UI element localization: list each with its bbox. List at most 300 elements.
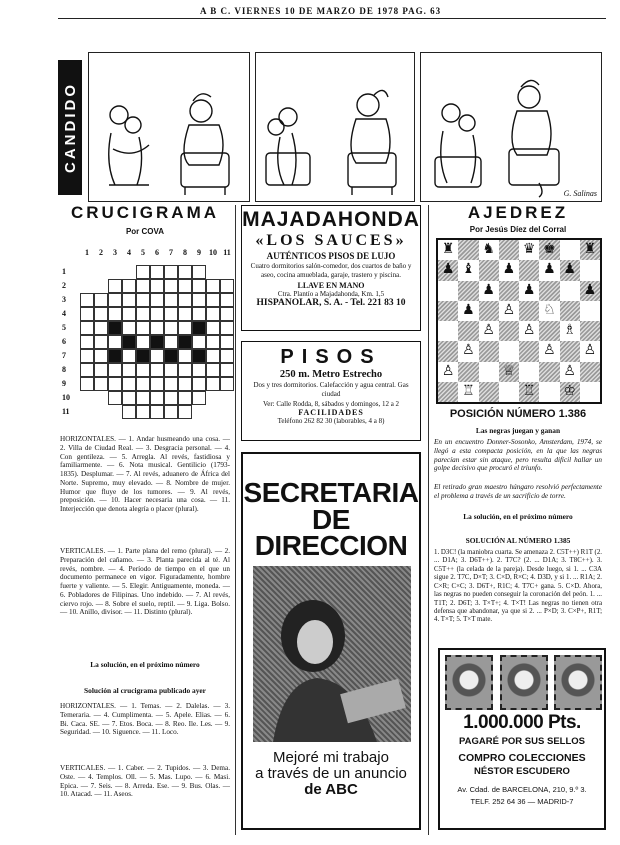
comic-panel-3 bbox=[420, 52, 602, 202]
chess-square bbox=[580, 260, 600, 280]
stamps-phone: TELF. 252 64 36 — MADRID-7 bbox=[470, 797, 574, 806]
crossword-cell bbox=[220, 391, 234, 405]
crossword-cell[interactable] bbox=[192, 265, 206, 279]
chess-problem-text: En un encuentro Donner-Sosonko, Amsterdam, 1974, se llegó a esta compacta posición, en la que las negras parecían estar sin ataque, pero resulta difícil hallar un golpe decisivo que procuró el triunfo. bbox=[434, 438, 602, 473]
crossword-cell[interactable] bbox=[192, 377, 206, 391]
crossword-cell[interactable] bbox=[164, 405, 178, 419]
chess-piece-icon: ♟ bbox=[583, 282, 597, 298]
comic-illustration-3 bbox=[421, 53, 600, 200]
chess-square bbox=[539, 301, 559, 321]
row-number: 2 bbox=[62, 281, 66, 290]
crossword-cell[interactable] bbox=[108, 279, 122, 293]
crossword-cell[interactable] bbox=[164, 265, 178, 279]
comic-signature: G. Salinas bbox=[563, 189, 597, 198]
crossword-cell[interactable] bbox=[164, 377, 178, 391]
chess-piece-icon: ♕ bbox=[502, 363, 516, 379]
col-number: 10 bbox=[209, 248, 217, 257]
chess-square bbox=[499, 341, 519, 361]
crossword-cell[interactable] bbox=[80, 349, 94, 363]
crossword-cell bbox=[206, 391, 220, 405]
chess-square bbox=[560, 321, 580, 341]
crossword-cell bbox=[94, 405, 108, 419]
crossword-cell[interactable] bbox=[206, 377, 220, 391]
chess-piece-icon: ♟ bbox=[441, 262, 455, 278]
crossword-cell[interactable] bbox=[220, 377, 234, 391]
header-rule bbox=[58, 18, 606, 19]
crossword-cell[interactable] bbox=[94, 349, 108, 363]
majadahonda-title: MAJADAHONDA bbox=[242, 208, 420, 231]
comic-section-label: CANDIDO bbox=[58, 60, 82, 195]
crossword-cell[interactable] bbox=[94, 377, 108, 391]
chess-square bbox=[580, 382, 600, 402]
chess-piece-icon: ♟ bbox=[502, 262, 516, 278]
crossword-cell[interactable] bbox=[220, 279, 234, 293]
chess-square bbox=[438, 362, 458, 382]
chess-piece-icon: ♚ bbox=[543, 242, 556, 258]
crossword-cell[interactable] bbox=[206, 307, 220, 321]
secretaria-photo bbox=[253, 566, 411, 742]
chess-square bbox=[458, 321, 478, 341]
col-number: 1 bbox=[85, 248, 89, 257]
chess-square bbox=[539, 341, 559, 361]
chess-square bbox=[560, 362, 580, 382]
row-number: 11 bbox=[62, 407, 70, 416]
chess-solution-title: SOLUCIÓN AL NÚMERO 1.385 bbox=[465, 536, 571, 545]
crossword-cell[interactable] bbox=[206, 349, 220, 363]
chess-square bbox=[499, 321, 519, 341]
stamps-line-1: PAGARÉ POR SUS SELLOS bbox=[459, 736, 585, 747]
chess-piece-icon: ♖ bbox=[522, 383, 536, 399]
crossword-cell[interactable] bbox=[178, 265, 192, 279]
crossword-cell[interactable] bbox=[206, 321, 220, 335]
comic-panel-1 bbox=[88, 52, 250, 202]
crossword-cell[interactable] bbox=[122, 307, 136, 321]
crossword-cell[interactable] bbox=[206, 363, 220, 377]
crossword-cell[interactable] bbox=[80, 363, 94, 377]
chess-square bbox=[438, 281, 458, 301]
row-number: 7 bbox=[62, 351, 66, 360]
chess-square bbox=[539, 260, 559, 280]
majadahonda-company: HISPANOLAR, S. A. - Tel. 221 83 10 bbox=[256, 298, 406, 309]
chess-square bbox=[479, 382, 499, 402]
crossword-cell[interactable] bbox=[80, 377, 94, 391]
crossword-cell[interactable] bbox=[192, 391, 206, 405]
chess-piece-icon: ♙ bbox=[441, 363, 455, 379]
crossword-cell[interactable] bbox=[164, 391, 178, 405]
row-number: 1 bbox=[62, 267, 66, 276]
row-number: 4 bbox=[62, 309, 66, 318]
chess-square bbox=[499, 240, 519, 260]
chess-square bbox=[499, 260, 519, 280]
crossword-cell[interactable] bbox=[122, 279, 136, 293]
chess-square bbox=[458, 382, 478, 402]
chess-piece-icon: ♟ bbox=[522, 282, 536, 298]
crossword-cell[interactable] bbox=[192, 363, 206, 377]
crossword-cell[interactable] bbox=[80, 321, 94, 335]
crossword-cell bbox=[220, 265, 234, 279]
chess-piece-icon: ♙ bbox=[462, 343, 475, 359]
crossword-cell[interactable] bbox=[122, 349, 136, 363]
crossword-cell[interactable] bbox=[136, 335, 150, 349]
chess-note: El retirado gran maestro húngaro resolvió perfectamente el problema a través de un sacrificio de torre. bbox=[434, 483, 602, 500]
crossword-black-cell[interactable] bbox=[192, 321, 206, 335]
chess-square bbox=[438, 321, 458, 341]
chess-piece-icon: ♙ bbox=[482, 323, 495, 339]
majadahonda-tagline: AUTÉNTICOS PISOS DE LUJO bbox=[266, 251, 396, 261]
chess-square bbox=[438, 341, 458, 361]
crossword-cell bbox=[192, 405, 206, 419]
chess-piece-icon: ♘ bbox=[543, 302, 556, 318]
row-number: 6 bbox=[62, 337, 66, 346]
crossword-cell bbox=[80, 279, 94, 293]
chess-square bbox=[560, 240, 580, 260]
crossword-cell[interactable] bbox=[136, 265, 150, 279]
chess-square bbox=[519, 321, 539, 341]
chess-piece-icon: ♙ bbox=[583, 343, 597, 359]
chess-square bbox=[438, 240, 458, 260]
column-divider-1 bbox=[235, 205, 236, 835]
row-number: 10 bbox=[62, 393, 70, 402]
crossword-black-cell[interactable] bbox=[164, 349, 178, 363]
crossword-cell[interactable] bbox=[136, 321, 150, 335]
chess-piece-icon: ♟ bbox=[482, 282, 495, 298]
chess-square bbox=[499, 362, 519, 382]
crossword-cell[interactable] bbox=[122, 377, 136, 391]
secretaria-ad bbox=[241, 452, 421, 830]
crossword-cell[interactable] bbox=[122, 293, 136, 307]
chess-square bbox=[539, 321, 559, 341]
crossword-cell[interactable] bbox=[150, 265, 164, 279]
crossword-cell[interactable] bbox=[136, 377, 150, 391]
secretaria-tagline-1: Mejoré mi trabajo bbox=[273, 749, 389, 766]
chess-piece-icon: ♙ bbox=[543, 343, 556, 359]
crossword-grid bbox=[80, 265, 234, 419]
crossword-cell[interactable] bbox=[150, 279, 164, 293]
chess-piece-icon: ♛ bbox=[522, 242, 536, 258]
crossword-cell[interactable] bbox=[150, 377, 164, 391]
chess-title: AJEDREZ bbox=[467, 203, 569, 222]
row-number: 3 bbox=[62, 295, 66, 304]
pisos-subtitle: 250 m. Metro Estrecho bbox=[279, 369, 383, 380]
crossword-cell[interactable] bbox=[178, 391, 192, 405]
chess-piece-icon: ♜ bbox=[441, 242, 455, 258]
chess-square bbox=[458, 281, 478, 301]
crossword-black-cell[interactable] bbox=[122, 335, 136, 349]
col-number: 6 bbox=[155, 248, 159, 257]
chess-square bbox=[519, 281, 539, 301]
crossword-cell[interactable] bbox=[136, 307, 150, 321]
chess-piece-icon: ♖ bbox=[462, 383, 475, 399]
crossword-cell[interactable] bbox=[192, 335, 206, 349]
chess-piece-icon: ♗ bbox=[563, 323, 576, 339]
stamps-line-3: NÉSTOR ESCUDERO bbox=[474, 766, 570, 777]
crossword-cell[interactable] bbox=[122, 363, 136, 377]
crossword-cell bbox=[206, 265, 220, 279]
crossword-cell[interactable] bbox=[80, 335, 94, 349]
crossword-cell[interactable] bbox=[150, 307, 164, 321]
crossword-cell[interactable] bbox=[122, 405, 136, 419]
secretaria-tagline bbox=[243, 750, 419, 797]
crossword-horizontales: HORIZONTALES. — 1. Andar husmeando una cosa. — 2. Villa de Ciudad Real. — 3. Desgracia personal. — 4. Con gentileza. — 5. Arregla. Al revés, fastidiosa y familiarmente. — 6. Nota musical. Gentilicio (1793-1835). Desplumar. — 7. Al revés, aduanero de África del Norte. Supremo, muy elevado. — 8. Nombre de mujer. Humor que fluye de los tumores. — 9. Al revés, preposición. — 10. Hacer necesaria una cosa. — 11. Interjección que denota alegría o placer (plural). bbox=[60, 435, 230, 514]
chess-piece-icon: ♙ bbox=[563, 363, 576, 379]
crossword-cell[interactable] bbox=[136, 391, 150, 405]
secretary-figure bbox=[253, 566, 411, 742]
crossword-cell bbox=[94, 265, 108, 279]
majadahonda-keys: LLAVE EN MANO bbox=[297, 280, 365, 290]
chess-square bbox=[539, 240, 559, 260]
pisos-description: Dos y tres dormitorios. Calefacción y agua central. Gas ciudad bbox=[253, 381, 409, 398]
col-number: 3 bbox=[113, 248, 117, 257]
secretaria-tagline-2: a través de un anuncio bbox=[255, 764, 407, 782]
chess-square bbox=[519, 362, 539, 382]
crossword-black-cell[interactable] bbox=[192, 349, 206, 363]
col-number: 9 bbox=[197, 248, 201, 257]
crossword-cell[interactable] bbox=[108, 391, 122, 405]
crossword-cell[interactable] bbox=[220, 321, 234, 335]
chess-piece-icon: ♟ bbox=[462, 302, 475, 318]
crossword-cell[interactable] bbox=[178, 293, 192, 307]
chess-piece-icon: ♟ bbox=[543, 262, 556, 278]
crossword-cell bbox=[108, 405, 122, 419]
crossword-cell[interactable] bbox=[150, 405, 164, 419]
crossword-verticales: VERTICALES. — 1. Parte plana del remo (plural). — 2. Preparación del cañamo. — 3. Planta parecida al té. Al revés, nombre. — 4. Período de tiempo en el que un documento permanece en vigor. Figuradamente, hombre fuerte y valiente. — 5. Elegir. Antiguamente, moneda. — 6. Pobladores de Filipinas. Uno indebido. — 7. Al revés, ciervo rojo. — 8. Sobre el suelo, reptil. — 9. Liga. Bolso. — 10. Anillo, divisor. — 11. Distinto (plural). bbox=[60, 547, 230, 617]
crossword-cell[interactable] bbox=[150, 349, 164, 363]
crossword-cell[interactable] bbox=[206, 293, 220, 307]
crossword-cell bbox=[94, 279, 108, 293]
crossword-cell[interactable] bbox=[178, 279, 192, 293]
chess-square bbox=[479, 260, 499, 280]
crossword-cell[interactable] bbox=[94, 293, 108, 307]
col-number: 7 bbox=[169, 248, 173, 257]
crossword-cell[interactable] bbox=[206, 335, 220, 349]
pisos-title: PISOS bbox=[280, 346, 382, 368]
stamps-amount: 1.000.000 Pts. bbox=[463, 712, 581, 733]
chess-author: Por Jesús Díez del Corral bbox=[469, 225, 567, 234]
chess-square bbox=[580, 281, 600, 301]
crossword-cell[interactable] bbox=[178, 377, 192, 391]
crossword-cell bbox=[80, 391, 94, 405]
secretaria-line-3: DIRECCION bbox=[254, 530, 408, 562]
chess-piece-icon: ♔ bbox=[563, 383, 576, 399]
chess-square bbox=[438, 260, 458, 280]
crossword-row-numbers bbox=[62, 265, 70, 419]
pisos-facilities: FACILIDADES bbox=[298, 408, 364, 418]
page-header: A B C. VIERNES 10 DE MARZO DE 1978 PAG. 63 bbox=[200, 6, 442, 16]
pisos-visit: Ver: Calle Rodda, 8, sábados y domingos, 12 a 2 bbox=[262, 399, 400, 408]
chess-square bbox=[458, 362, 478, 382]
crossword-cell[interactable] bbox=[122, 391, 136, 405]
chess-square bbox=[519, 341, 539, 361]
crossword-black-cell[interactable] bbox=[108, 321, 122, 335]
chess-square bbox=[539, 362, 559, 382]
chess-piece-icon: ♝ bbox=[462, 262, 475, 278]
chess-piece-icon: ♞ bbox=[482, 242, 495, 258]
chess-piece-icon: ♙ bbox=[522, 323, 536, 339]
crossword-cell bbox=[108, 265, 122, 279]
crossword-cell bbox=[94, 391, 108, 405]
chess-square bbox=[560, 382, 580, 402]
chess-square bbox=[458, 260, 478, 280]
chess-square bbox=[580, 341, 600, 361]
chess-piece-icon: ♟ bbox=[563, 262, 576, 278]
crossword-cell bbox=[206, 405, 220, 419]
chess-square bbox=[479, 281, 499, 301]
crossword-cell[interactable] bbox=[220, 349, 234, 363]
pisos-phone: Teléfono 262 82 30 (laborables, 4 a 8) bbox=[277, 417, 385, 426]
chess-square bbox=[458, 301, 478, 321]
crossword-cell[interactable] bbox=[192, 279, 206, 293]
crossword-author: Por COVA bbox=[125, 227, 165, 236]
crossword-cell[interactable] bbox=[150, 363, 164, 377]
crossword-black-cell[interactable] bbox=[136, 349, 150, 363]
chess-square bbox=[560, 260, 580, 280]
crossword-column-numbers bbox=[80, 248, 234, 257]
crossword-cell[interactable] bbox=[108, 377, 122, 391]
crossword-cell[interactable] bbox=[178, 321, 192, 335]
chess-square bbox=[560, 281, 580, 301]
chess-board bbox=[436, 238, 602, 404]
chess-square bbox=[560, 341, 580, 361]
crossword-black-cell[interactable] bbox=[178, 335, 192, 349]
crossword-solution-title: Solución al crucigrama publicado ayer bbox=[84, 686, 206, 695]
chess-square bbox=[479, 301, 499, 321]
crossword-cell[interactable] bbox=[80, 293, 94, 307]
crossword-black-cell[interactable] bbox=[108, 349, 122, 363]
col-number: 8 bbox=[183, 248, 187, 257]
majadahonda-ad bbox=[241, 205, 421, 331]
crossword-cell[interactable] bbox=[136, 405, 150, 419]
crossword-cell[interactable] bbox=[220, 307, 234, 321]
col-number: 5 bbox=[141, 248, 145, 257]
chess-square bbox=[479, 321, 499, 341]
chess-piece-icon: ♙ bbox=[502, 302, 516, 318]
chess-square bbox=[499, 281, 519, 301]
row-number: 9 bbox=[62, 379, 66, 388]
crossword-cell[interactable] bbox=[178, 363, 192, 377]
majadahonda-subtitle: «LOS SAUCES» bbox=[255, 232, 407, 249]
crossword-cell[interactable] bbox=[164, 363, 178, 377]
crossword-title: CRUCIGRAMA bbox=[70, 203, 220, 222]
pisos-ad bbox=[241, 341, 421, 441]
crossword-cell[interactable] bbox=[164, 335, 178, 349]
crossword-cell[interactable] bbox=[94, 335, 108, 349]
majadahonda-address: Ctra. Plantío a Majadahonda, Km. 1,5 bbox=[277, 289, 385, 298]
chess-square bbox=[479, 362, 499, 382]
chess-piece-icon: ♜ bbox=[583, 242, 597, 258]
crossword-black-cell[interactable] bbox=[150, 335, 164, 349]
crossword-cell[interactable] bbox=[108, 363, 122, 377]
chess-square bbox=[519, 240, 539, 260]
chess-next-solution: La solución, en el próximo número bbox=[463, 512, 573, 521]
chess-square bbox=[539, 382, 559, 402]
crossword-cell[interactable] bbox=[136, 293, 150, 307]
crossword-cell[interactable] bbox=[108, 307, 122, 321]
crossword-cell[interactable] bbox=[220, 335, 234, 349]
crossword-cell[interactable] bbox=[94, 321, 108, 335]
crossword-cell bbox=[220, 405, 234, 419]
col-number: 2 bbox=[99, 248, 103, 257]
crossword-cell[interactable] bbox=[220, 363, 234, 377]
crossword-cell[interactable] bbox=[164, 293, 178, 307]
crossword-cell[interactable] bbox=[122, 321, 136, 335]
crossword-solution-verticales: VERTICALES. — 1. Caber. — 2. Tupidos. — 3. Dema. Oste. — 4. Templos. Oll. — 5. Mas. Lupo. — 6. Masi. Epica. — 7. Seis. — 8. Arreda. Ese. — 9. Bus. Olas. — 10. Atacad. — 11. Aseos. bbox=[60, 764, 230, 799]
crossword-cell[interactable] bbox=[108, 335, 122, 349]
crossword-cell[interactable] bbox=[108, 293, 122, 307]
chess-square bbox=[519, 260, 539, 280]
crossword-cell[interactable] bbox=[178, 349, 192, 363]
chess-square bbox=[580, 240, 600, 260]
column-divider-2 bbox=[428, 205, 429, 835]
chess-square bbox=[479, 240, 499, 260]
stamp-image bbox=[445, 655, 493, 710]
secretaria-line-1: SECRETARIA bbox=[243, 477, 419, 508]
crossword-cell bbox=[122, 265, 136, 279]
chess-square bbox=[519, 382, 539, 402]
comic-illustration-1 bbox=[89, 53, 248, 200]
secretaria-line-2: DE bbox=[312, 503, 350, 535]
crossword-next-solution: La solución, en el próximo número bbox=[90, 660, 200, 669]
crossword-cell[interactable] bbox=[192, 307, 206, 321]
chess-square bbox=[479, 341, 499, 361]
chess-square bbox=[560, 301, 580, 321]
chess-square bbox=[539, 281, 559, 301]
crossword-cell[interactable] bbox=[164, 279, 178, 293]
crossword-solution-horizontales: HORIZONTALES. — 1. Temas. — 2. Dalelas. — 3. Temeraria. — 4. Cumplimenta. — 5. Apele. Elias. — 6. Bi. Caca. SE. — 7. Etos. Boca. — 8. Reo. Ile. Les. — 9. Seguridad. — 10. Siguence. — 11. Loco. bbox=[60, 702, 230, 737]
crossword-cell[interactable] bbox=[164, 321, 178, 335]
crossword-cell[interactable] bbox=[150, 321, 164, 335]
crossword-cell[interactable] bbox=[136, 279, 150, 293]
comic-panel-2 bbox=[255, 52, 415, 202]
crossword-cell bbox=[80, 405, 94, 419]
crossword-cell bbox=[80, 265, 94, 279]
crossword-cell[interactable] bbox=[150, 293, 164, 307]
chess-square bbox=[438, 382, 458, 402]
stamp-image bbox=[500, 655, 548, 710]
crossword-cell[interactable] bbox=[206, 279, 220, 293]
stamps-line-2: COMPRO COLECCIONES bbox=[458, 752, 586, 764]
chess-square bbox=[458, 341, 478, 361]
crossword-cell[interactable] bbox=[94, 307, 108, 321]
row-number: 5 bbox=[62, 323, 66, 332]
crossword-cell[interactable] bbox=[220, 293, 234, 307]
crossword-cell[interactable] bbox=[178, 405, 192, 419]
crossword-cell[interactable] bbox=[150, 391, 164, 405]
crossword-cell[interactable] bbox=[94, 363, 108, 377]
col-number: 11 bbox=[223, 248, 231, 257]
crossword-cell[interactable] bbox=[164, 307, 178, 321]
stamps-address: Av. Cdad. de BARCELONA, 210, 9.º 3. bbox=[457, 785, 587, 794]
chess-square bbox=[580, 321, 600, 341]
crossword-cell[interactable] bbox=[192, 293, 206, 307]
chess-solution-text: 1. D3C! (la maniobra cuarta. Se amenaza 2. C5T++) R1T (2. ... D1A; 3. D6T++). 2. T7C? (2. ... D1A; 3. T8C++). 3. C5T++ (la celada de la pareja). Desde luego, si 1. ... C3A sigue 2. T7C, D×T; 3. C×D, R×C; 4. D3D, y si 1. ... R1A; 2. C×R; C×C; 3. D6T+, R1C; 4. T7C+ gana. 5. C×D. Ahora, las negras no pueden conseguir la coronación del peón. 1. ... T1T; 2. D6T; 3. T×T+; 4. T×T! Las negras no tienen otra defensa que abandonar, ya que si 2. ... P×D; 3. C×P+, R1T; 4. T×T; 5. T×T mate. bbox=[434, 549, 602, 624]
crossword-cell[interactable] bbox=[80, 307, 94, 321]
comic-illustration-2 bbox=[256, 53, 413, 200]
chess-problem-line: Las negras juegan y ganan bbox=[475, 426, 561, 435]
crossword-cell[interactable] bbox=[178, 307, 192, 321]
stamp-image bbox=[554, 655, 602, 710]
chess-square bbox=[499, 382, 519, 402]
chess-square bbox=[580, 301, 600, 321]
chess-square bbox=[580, 362, 600, 382]
chess-square bbox=[438, 301, 458, 321]
stamps-images bbox=[445, 655, 602, 710]
majadahonda-description: Cuatro dormitorios salón-comedor, dos cuartos de baño y aseo, cocina amueblada, garaje, trastero y piscina. bbox=[250, 262, 412, 279]
chess-square bbox=[458, 240, 478, 260]
row-number: 8 bbox=[62, 365, 66, 374]
secretaria-tagline-3: de ABC bbox=[304, 780, 358, 798]
crossword-cell[interactable] bbox=[136, 363, 150, 377]
chess-position-title: POSICIÓN NÚMERO 1.386 bbox=[449, 408, 587, 420]
